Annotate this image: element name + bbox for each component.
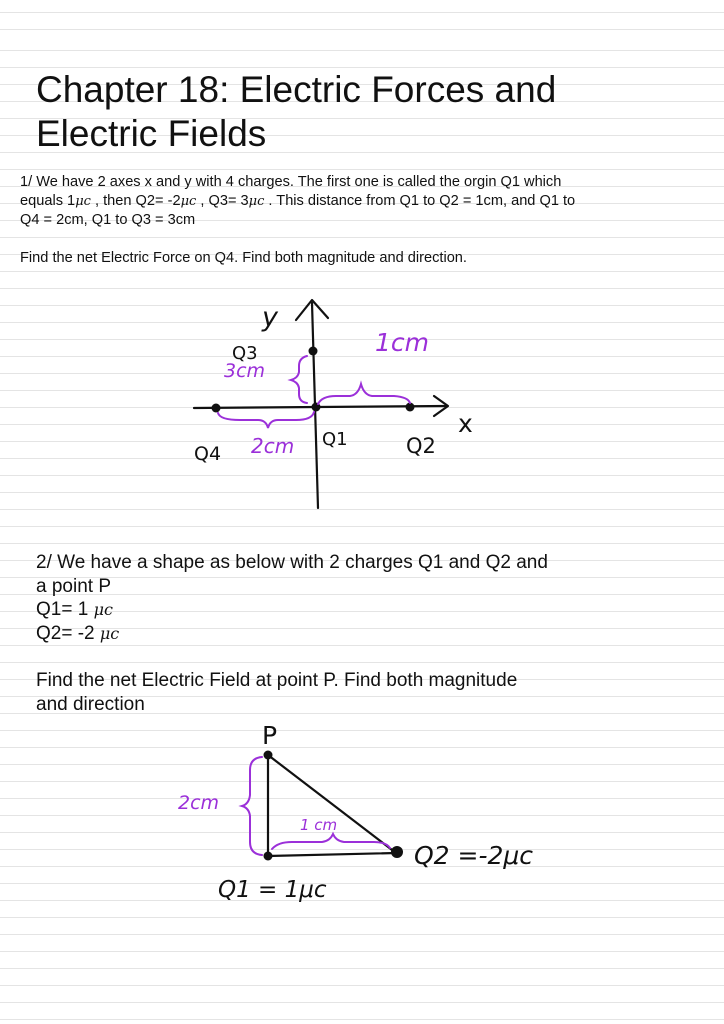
vertical-distance-label: 2cm xyxy=(178,792,220,814)
problem-2-line-2: a point P xyxy=(36,575,111,597)
title-line-1: Chapter 18: Electric Forces and xyxy=(36,69,557,110)
x-axis-label: x xyxy=(458,409,473,438)
y-axis-label: y xyxy=(262,302,278,333)
problem-2-question-line-2: and direction xyxy=(36,693,145,715)
problem-2-q1 xyxy=(36,598,636,622)
problem-1-question: Find the net Electric Force on Q4. Find both magnitude and direction. xyxy=(20,250,467,266)
problem-2-line-1: 2/ We have a shape as below with 2 charges Q1 and Q2 and xyxy=(36,552,548,573)
problem-2-text xyxy=(36,551,636,716)
problem-2-q2 xyxy=(36,622,636,646)
q2-label: Q2 xyxy=(406,434,436,458)
unit-micro-coulomb: μc xyxy=(248,194,265,209)
unit-micro-coulomb: μc xyxy=(180,194,197,209)
distance-q1-q4-label: 2cm xyxy=(251,434,295,458)
unit-micro-coulomb: μc xyxy=(93,600,113,619)
q2-label: Q2 =-2μc xyxy=(414,841,534,870)
unit-micro-coulomb: μc xyxy=(75,194,91,209)
distance-q1-q3-label: 3cm xyxy=(224,360,266,382)
point-p-label: P xyxy=(262,721,278,750)
q3-label: Q3 xyxy=(232,343,258,364)
brace-q1-q2 xyxy=(318,384,410,404)
distance-q1-q2-label: 1cm xyxy=(375,328,430,357)
title-line-2: Electric Fields xyxy=(36,113,267,154)
problem-1-line-3: Q4 = 2cm, Q1 to Q3 = 3cm xyxy=(20,212,196,228)
problem-2-q2-value: Q2= -2 xyxy=(36,622,100,644)
brace-q1-q4 xyxy=(218,412,314,428)
charge-q3-dot xyxy=(309,347,318,356)
problem-1-q1-value: equals 1 xyxy=(20,193,76,209)
unit-micro-coulomb: μc xyxy=(99,623,120,643)
q4-label: Q4 xyxy=(194,443,222,465)
problem-1-q2-value: , then Q2= -2 xyxy=(90,193,181,209)
problem-2-q1-value: Q1= 1 xyxy=(36,599,94,620)
problem-1-distances: . This distance from Q1 to Q2 = 1cm, and Q1 to xyxy=(264,193,576,209)
charge-q4-dot xyxy=(212,404,221,413)
horizontal-distance-label: 1 cm xyxy=(300,816,338,834)
problem-2-question-line-1: Find the net Electric Field at point P. Find both magnitude xyxy=(36,670,518,691)
q1-label: Q1 = 1μc xyxy=(218,877,327,903)
brace-q1-q3 xyxy=(291,356,307,403)
q1-label: Q1 xyxy=(322,429,348,450)
problem-1-q3-value: , Q3= 3 xyxy=(196,193,249,209)
problem-1-line-1: 1/ We have 2 axes x and y with 4 charges. The first one is called the orgin Q1 which xyxy=(20,174,562,190)
